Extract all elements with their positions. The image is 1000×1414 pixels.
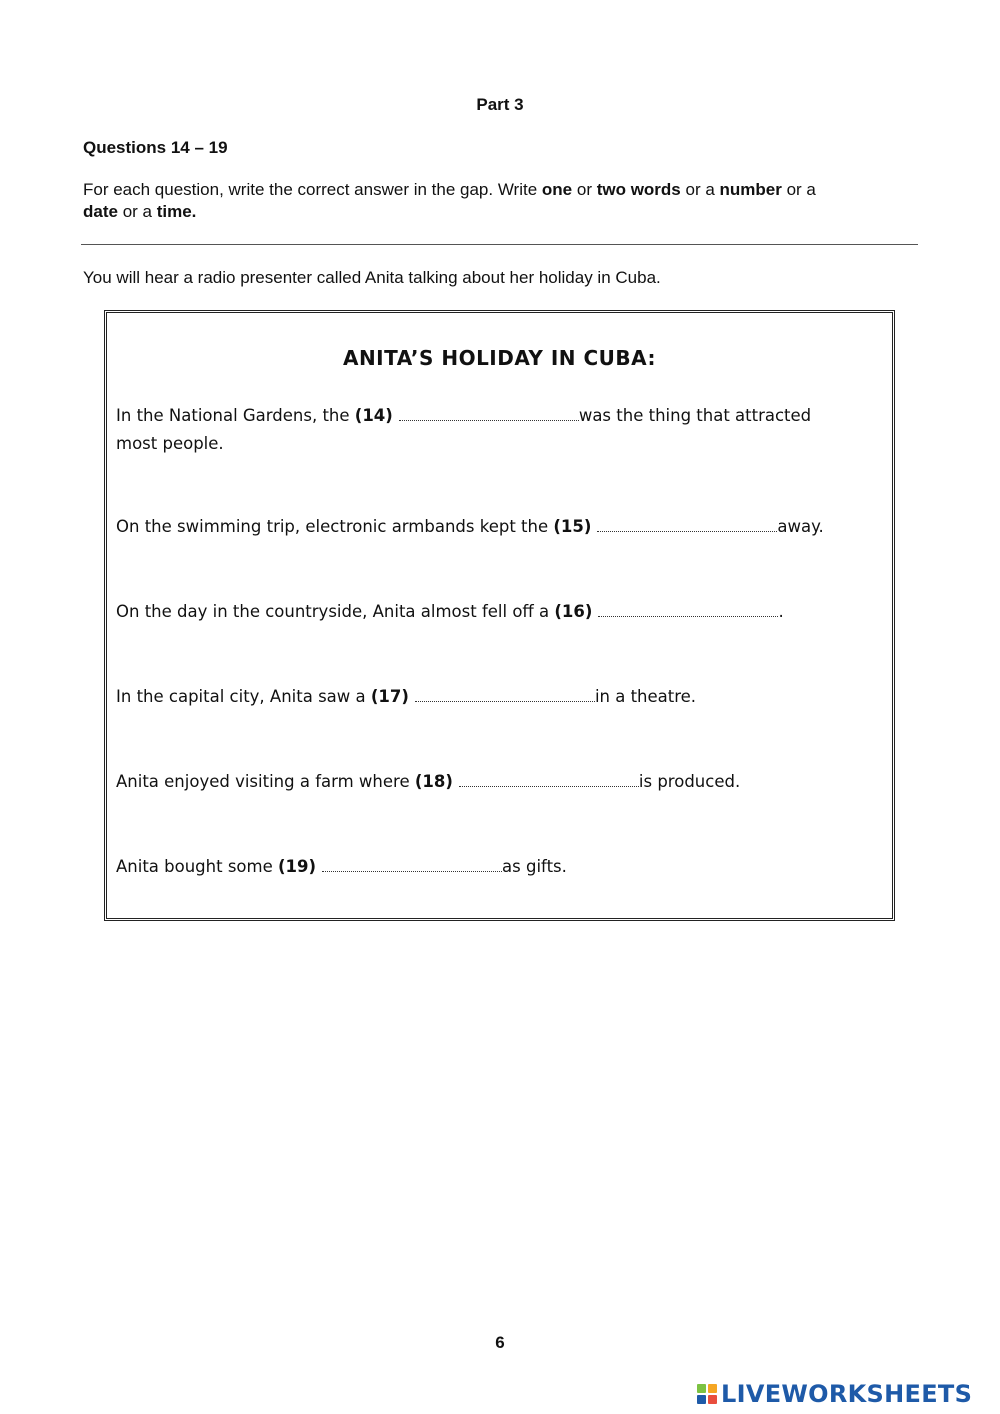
answer-gap-17[interactable]: [415, 683, 595, 702]
question-text: Anita enjoyed visiting a farm where: [116, 772, 415, 791]
question-19: [116, 853, 856, 881]
instructions-text: or a: [680, 180, 720, 199]
answer-gap-19[interactable]: [322, 853, 502, 872]
answer-gap-14[interactable]: [399, 402, 579, 421]
question-14: [116, 402, 856, 458]
liveworksheets-logo[interactable]: [697, 1378, 972, 1410]
part-title: Part 3: [476, 95, 524, 114]
logo-tile: [708, 1384, 717, 1393]
question-number: (15): [553, 517, 592, 536]
instructions-bold: date: [83, 202, 118, 221]
question-text: Anita bought some: [116, 857, 278, 876]
logo-tile: [708, 1395, 717, 1404]
instructions-bold: time.: [156, 202, 197, 221]
instructions-bold: two words: [596, 180, 681, 199]
instructions-bold: number: [719, 180, 782, 199]
question-number: (18): [414, 772, 453, 791]
question-text: in a theatre.: [594, 687, 697, 706]
answer-gap-18[interactable]: [459, 768, 639, 787]
question-text: away.: [777, 517, 824, 536]
question-text: is produced.: [638, 772, 741, 791]
page-number: 6: [495, 1333, 505, 1352]
logo-tile: [697, 1384, 706, 1393]
question-17: [116, 683, 856, 711]
divider: [81, 244, 918, 245]
answer-gap-16[interactable]: [598, 598, 778, 617]
intro-text: You will hear a radio presenter called Anita talking about her holiday in Cuba.: [83, 268, 661, 287]
question-text: On the swimming trip, electronic armbands kept the: [116, 517, 554, 536]
question-text: as gifts.: [502, 857, 567, 876]
question-18: [116, 768, 856, 796]
question-text: On the day in the countryside, Anita almost fell off a: [116, 602, 555, 621]
question-number: (16): [554, 602, 593, 621]
instructions-text: or a: [117, 202, 157, 221]
question-number: (14): [354, 406, 393, 425]
question-15: [116, 513, 856, 541]
question-16: [116, 598, 856, 626]
question-text: In the National Gardens, the: [116, 406, 355, 425]
logo-text: LIVEWORKSHEETS: [721, 1380, 973, 1408]
instructions-bold: one: [541, 180, 573, 199]
question-text: was the thing that attracted most people.: [116, 406, 812, 453]
question-text: In the capital city, Anita saw a: [116, 687, 371, 706]
questions-range: Questions 14 – 19: [83, 138, 228, 157]
question-text: .: [778, 602, 784, 621]
liveworksheets-logo-icon: [697, 1384, 717, 1404]
instructions-text: or a: [781, 180, 816, 199]
instructions: [83, 179, 903, 223]
question-number: (17): [370, 687, 409, 706]
logo-tile: [697, 1395, 706, 1404]
box-title: ANITA’S HOLIDAY IN CUBA:: [342, 346, 657, 370]
question-box: [104, 310, 895, 921]
instructions-text: or: [572, 180, 597, 199]
question-number: (19): [278, 857, 317, 876]
answer-gap-15[interactable]: [597, 513, 777, 532]
instructions-text: For each question, write the correct answer in the gap. Write: [83, 180, 542, 199]
